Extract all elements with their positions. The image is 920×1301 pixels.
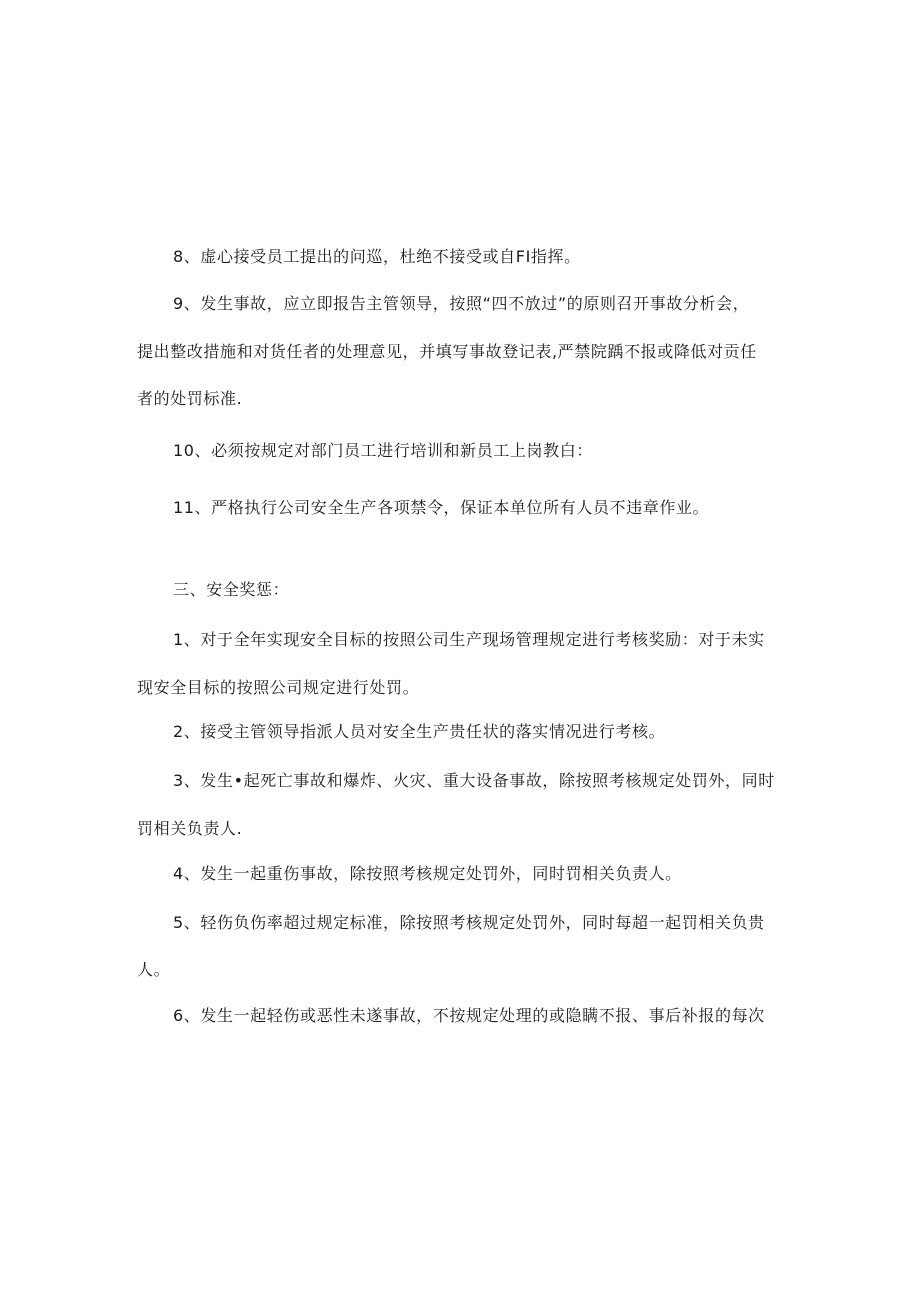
item-9-line-1: 9、发生事故，应立即报告主管领导，按照“四不放过”的原则召开事故分析会，	[173, 294, 750, 313]
reward-1-line-2: 现安全目标的按照公司规定进行处罚。	[137, 678, 420, 697]
reward-4: 4、发生一起重伤事故，除按照考核规定处罚外，同时罚相关负责人。	[173, 864, 682, 883]
item-9-line-3: 者的处罚标准.	[137, 389, 243, 408]
reward-5-line-2: 人。	[137, 960, 171, 979]
reward-5-line-1: 5、轻伤负伤率超过规定标准，除按照考核规定处罚外，同时每超一起罚相关负贵	[173, 913, 765, 932]
item-11: 11、严格执行公司安全生产各项禁令，保证本单位所有人员不违章作业。	[173, 498, 710, 517]
section-heading-safety-rewards: 三、安全奖惩：	[173, 580, 290, 599]
item-9-line-2: 提出整改措施和对货任者的处理意见，并填写事故登记表,严禁院踽不报或降低对贡任	[137, 342, 757, 361]
reward-3-line-2: 罚相关负责人.	[137, 819, 243, 838]
reward-3-line-1: 3、发生•起死亡事故和爆炸、火灾、重大设备事故，除按照考核规定处罚外，同时	[173, 771, 775, 790]
reward-2: 2、接受主管领导指派人员对安全生产贵任状的落实情况进行考核。	[173, 722, 666, 741]
reward-1-line-1: 1、对于全年实现安全目标的按照公司生产现场管理规定进行考核奖励：对于未实	[173, 630, 765, 649]
reward-6-line-1: 6、发生一起轻伤或恶性未遂事故，不按规定处理的或隐瞒不报、事后补报的每次	[173, 1006, 765, 1025]
item-10: 10、必须按规定对部门员工进行培训和新员工上岗教白：	[173, 441, 593, 460]
item-8: 8、虚心接受员工提出的问巡，杜绝不接受或自FI指挥。	[173, 247, 581, 266]
